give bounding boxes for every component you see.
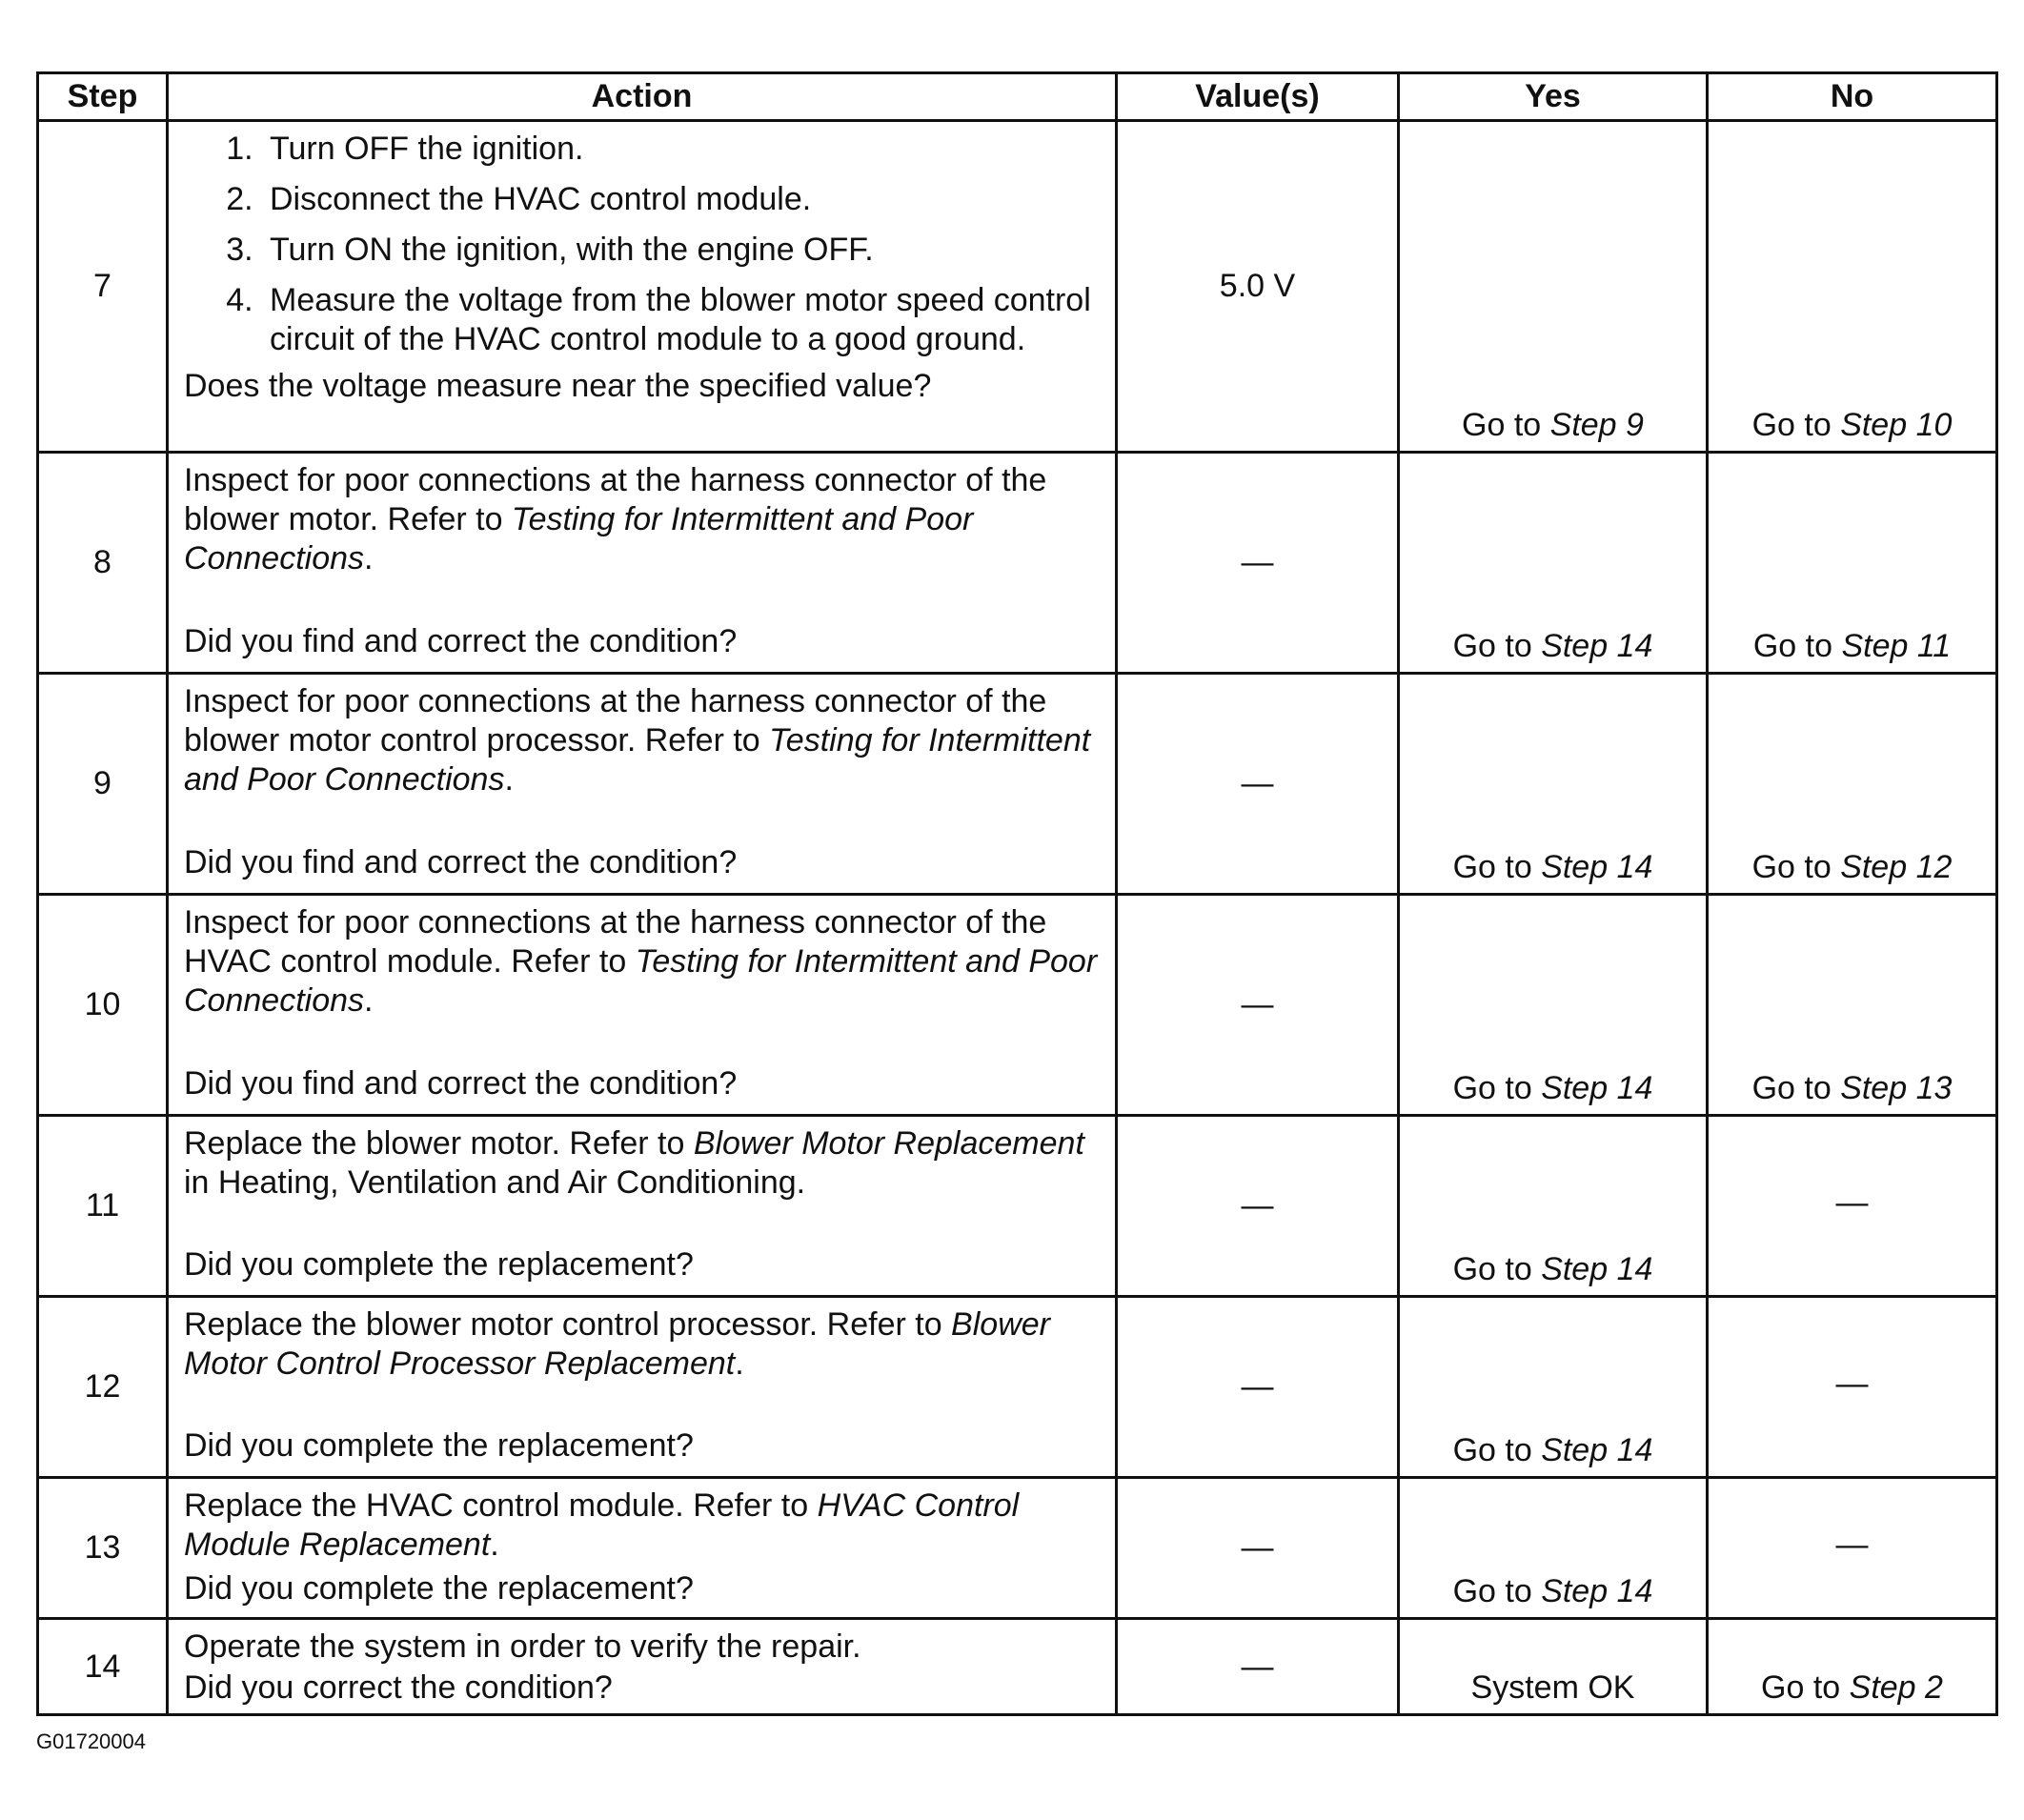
yes-step-link[interactable]: Step 14 bbox=[1541, 628, 1653, 664]
action-text-a: Inspect for poor connections at the harness connector of the HVAC control module. Refer to bbox=[184, 904, 1047, 980]
no-step-link[interactable]: Step 2 bbox=[1849, 1669, 1943, 1706]
reference-link[interactable]: HVAC Control Module Replacement bbox=[184, 1487, 1020, 1563]
value-cell: — bbox=[1117, 674, 1399, 895]
no-prefix: Go to bbox=[1751, 407, 1841, 443]
action-text-a: Inspect for poor connections at the harness connector of the blower motor control processor. Refer to bbox=[184, 683, 1047, 758]
no-prefix: Go to bbox=[1751, 1070, 1841, 1106]
action-question: Did you complete the replacement? bbox=[184, 1570, 694, 1607]
action-cell bbox=[168, 674, 1117, 895]
yes-prefix: Go to bbox=[1452, 1432, 1542, 1468]
header-step: Step bbox=[38, 73, 168, 121]
value-cell: — bbox=[1117, 1478, 1399, 1619]
figure-code: G01720004 bbox=[36, 1729, 146, 1753]
reference-link[interactable]: Blower Motor Control Processor Replacement bbox=[184, 1306, 1050, 1382]
action-text bbox=[184, 1305, 1105, 1384]
step-number: 11 bbox=[38, 1116, 168, 1297]
yes-prefix: Go to bbox=[1452, 1251, 1542, 1287]
table-row bbox=[38, 1116, 1997, 1297]
yes-cell bbox=[1399, 1478, 1708, 1619]
action-text bbox=[184, 461, 1105, 578]
step-number: 8 bbox=[38, 453, 168, 674]
action-text-b: in Heating, Ventilation and Air Conditioning. bbox=[184, 1164, 806, 1201]
step-number: 9 bbox=[38, 674, 168, 895]
action-text-b: . bbox=[364, 540, 374, 576]
diagnostic-table bbox=[36, 71, 1998, 1716]
yes-cell: System OK bbox=[1399, 1619, 1708, 1715]
yes-step-link[interactable]: Step 14 bbox=[1541, 1432, 1653, 1468]
no-prefix: Go to bbox=[1752, 628, 1842, 664]
header-action: Action bbox=[168, 73, 1117, 121]
reference-link[interactable]: Testing for Intermittent and Poor Connections bbox=[184, 722, 1091, 798]
action-text: Operate the system in order to verify the repair. bbox=[184, 1628, 861, 1665]
action-question: Did you find and correct the condition? bbox=[184, 623, 738, 659]
action-text-a: Replace the HVAC control module. Refer to bbox=[184, 1487, 818, 1524]
no-cell bbox=[1708, 1619, 1997, 1715]
action-cell bbox=[168, 1297, 1117, 1478]
header-no: No bbox=[1708, 73, 1997, 121]
no-cell: — bbox=[1708, 1116, 1997, 1297]
yes-cell bbox=[1399, 895, 1708, 1116]
action-question: Did you complete the replacement? bbox=[184, 1246, 694, 1283]
table-row bbox=[38, 1478, 1997, 1619]
header-values: Value(s) bbox=[1117, 73, 1399, 121]
step-number: 13 bbox=[38, 1478, 168, 1619]
yes-prefix: Go to bbox=[1452, 1070, 1542, 1106]
action-text-b: . bbox=[490, 1527, 499, 1563]
yes-step-link[interactable]: Step 9 bbox=[1549, 407, 1644, 443]
table-row bbox=[38, 674, 1997, 895]
action-cell bbox=[168, 895, 1117, 1116]
yes-step-link[interactable]: Step 14 bbox=[1541, 1573, 1653, 1609]
action-text-b: . bbox=[364, 982, 374, 1019]
action-text-b: . bbox=[504, 761, 514, 798]
yes-cell bbox=[1399, 453, 1708, 674]
action-text-a: Replace the blower motor control processor. Refer to bbox=[184, 1306, 952, 1343]
yes-cell bbox=[1399, 121, 1708, 453]
yes-step-link[interactable]: Step 14 bbox=[1541, 1251, 1653, 1287]
yes-prefix: Go to bbox=[1452, 849, 1542, 885]
value-cell: — bbox=[1117, 895, 1399, 1116]
action-question: Did you find and correct the condition? bbox=[184, 844, 738, 880]
table-row bbox=[38, 895, 1997, 1116]
table-row bbox=[38, 1619, 1997, 1715]
value-cell: — bbox=[1117, 1297, 1399, 1478]
no-step-link[interactable]: Step 12 bbox=[1840, 849, 1953, 885]
action-text bbox=[184, 1486, 1105, 1565]
step-number: 10 bbox=[38, 895, 168, 1116]
action-text bbox=[184, 903, 1105, 1021]
procedure-list bbox=[184, 130, 1105, 359]
action-text-a: Replace the blower motor. Refer to bbox=[184, 1125, 694, 1162]
action-cell bbox=[168, 1116, 1117, 1297]
no-cell: — bbox=[1708, 1478, 1997, 1619]
yes-prefix: Go to bbox=[1462, 407, 1550, 443]
action-question: Did you correct the condition? bbox=[184, 1669, 613, 1706]
value-cell: — bbox=[1117, 1619, 1399, 1715]
list-item: 4. Measure the voltage from the blower motor speed control circuit of the HVAC control module to a good ground. bbox=[262, 281, 1105, 359]
action-text-a: Inspect for poor connections at the harness connector of the blower motor. Refer to bbox=[184, 462, 1047, 537]
action-question: Did you find and correct the condition? bbox=[184, 1065, 738, 1102]
no-prefix: Go to bbox=[1761, 1669, 1850, 1706]
reference-link[interactable]: Testing for Intermittent and Poor Connections bbox=[184, 501, 974, 576]
value-cell: — bbox=[1117, 1116, 1399, 1297]
reference-link[interactable]: Testing for Intermittent and Poor Connections bbox=[184, 943, 1098, 1019]
action-cell bbox=[168, 121, 1117, 453]
action-text-b: . bbox=[735, 1345, 744, 1382]
value-cell: — bbox=[1117, 453, 1399, 674]
reference-link[interactable]: Blower Motor Replacement bbox=[693, 1125, 1084, 1162]
no-step-link[interactable]: Step 13 bbox=[1840, 1070, 1953, 1106]
yes-cell bbox=[1399, 1116, 1708, 1297]
no-step-link[interactable]: Step 10 bbox=[1840, 407, 1953, 443]
header-yes: Yes bbox=[1399, 73, 1708, 121]
list-item: 2. Disconnect the HVAC control module. bbox=[262, 180, 1105, 219]
value-cell: 5.0 V bbox=[1117, 121, 1399, 453]
action-text bbox=[184, 1124, 1105, 1203]
yes-step-link[interactable]: Step 14 bbox=[1541, 1070, 1653, 1106]
table-row bbox=[38, 453, 1997, 674]
no-cell bbox=[1708, 674, 1997, 895]
table-row bbox=[38, 121, 1997, 453]
table-row bbox=[38, 1297, 1997, 1478]
step-number: 7 bbox=[38, 121, 168, 453]
yes-cell bbox=[1399, 674, 1708, 895]
yes-prefix: Go to bbox=[1452, 1573, 1542, 1609]
action-cell bbox=[168, 453, 1117, 674]
step-number: 12 bbox=[38, 1297, 168, 1478]
action-question: Does the voltage measure near the specified value? bbox=[184, 368, 932, 404]
action-question: Did you complete the replacement? bbox=[184, 1427, 694, 1464]
yes-cell bbox=[1399, 1297, 1708, 1478]
no-cell bbox=[1708, 895, 1997, 1116]
step-number: 14 bbox=[38, 1619, 168, 1715]
action-cell bbox=[168, 1478, 1117, 1619]
action-text bbox=[184, 682, 1105, 799]
no-cell bbox=[1708, 121, 1997, 453]
no-prefix: Go to bbox=[1751, 849, 1841, 885]
list-item: 3. Turn ON the ignition, with the engine OFF. bbox=[262, 231, 1105, 270]
yes-step-link[interactable]: Step 14 bbox=[1541, 849, 1653, 885]
action-cell bbox=[168, 1619, 1117, 1715]
yes-prefix: Go to bbox=[1452, 628, 1542, 664]
no-cell: — bbox=[1708, 1297, 1997, 1478]
no-cell bbox=[1708, 453, 1997, 674]
no-step-link[interactable]: Step 11 bbox=[1841, 628, 1952, 664]
header-row bbox=[38, 73, 1997, 121]
list-item: 1. Turn OFF the ignition. bbox=[262, 130, 1105, 169]
